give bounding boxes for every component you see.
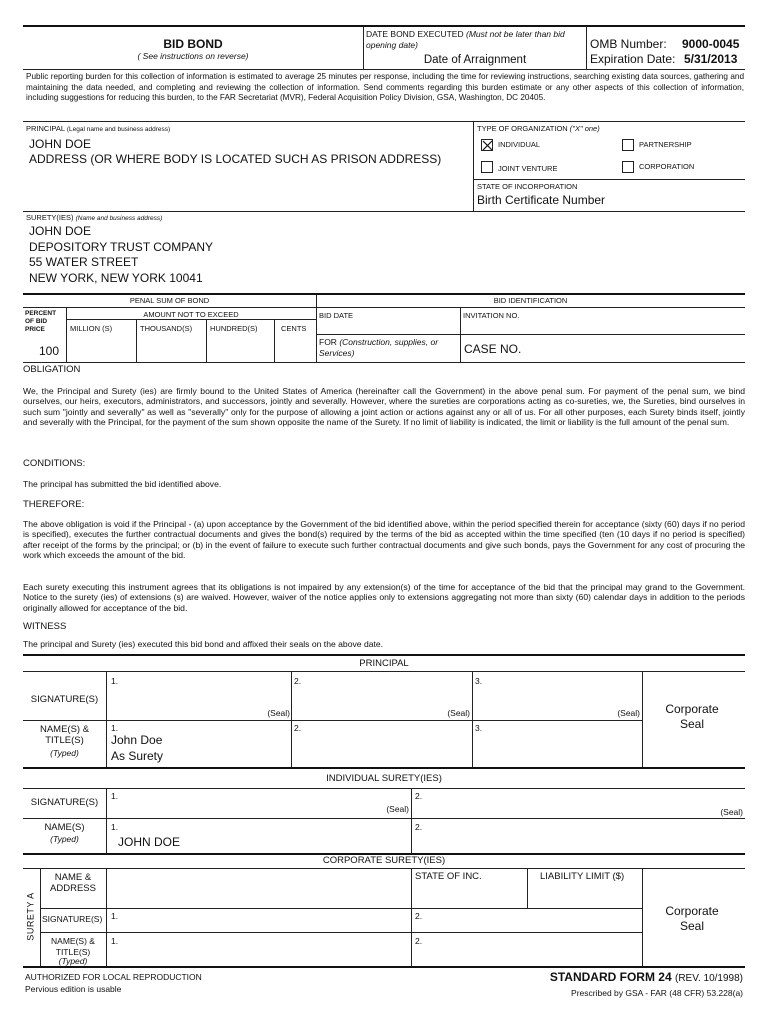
principal-sig-2-number: 2. bbox=[294, 676, 302, 686]
sureties-label: SURETY(IES) (Name and business address) bbox=[26, 213, 163, 222]
principal-typed-note: (Typed) bbox=[50, 748, 79, 758]
partnership-option-label: PARTNERSHIP bbox=[639, 140, 692, 149]
invitation-no-label: INVITATION NO. bbox=[463, 311, 520, 320]
state-incorporation-label: STATE OF INCORPORATION bbox=[477, 182, 578, 191]
surety-line-3[interactable]: 55 WATER STREET bbox=[29, 255, 139, 269]
expiration-date: 5/31/2013 bbox=[684, 52, 738, 66]
principal-name-value[interactable]: John Doe bbox=[111, 733, 163, 747]
individual-signature-1-field[interactable] bbox=[120, 792, 380, 814]
form-title: BID BOND bbox=[163, 37, 223, 51]
thousands-label: THOUSAND(S) bbox=[140, 324, 193, 333]
principal-signature-1-field[interactable] bbox=[111, 687, 286, 705]
principal-name-3-number: 3. bbox=[475, 723, 483, 733]
form-subtitle: ( See instructions on reverse) bbox=[137, 51, 249, 61]
extension-text: Each surety executing this instrument agrees that its obligations is not impaired by any extension(s) of the time for acceptance of the bid that the principal may grand to the Government. Notice to the surety (ies) of extensions (s) are waived. However, waiver of the notice applies only to extensions aggregating not more than sixty (60) calendar days in addition to the periods originally allowed for acceptance of the bid. bbox=[23, 582, 745, 613]
principal-label: PRINCIPAL (Legal name and business address) bbox=[26, 124, 171, 133]
corporate-name-title-label: NAME(S) & TITLE(S) bbox=[51, 936, 95, 957]
principal-address[interactable]: ADDRESS (OR WHERE BODY IS LOCATED SUCH AS PRISON ADDRESS) bbox=[29, 152, 442, 166]
case-number-field[interactable]: CASE NO. bbox=[464, 342, 522, 356]
therefore-heading: THEREFORE: bbox=[23, 499, 85, 510]
individual-name-2-number: 2. bbox=[415, 822, 423, 832]
principal-signature-3-field[interactable] bbox=[475, 687, 637, 705]
principal-corporate-seal: Corporate Seal bbox=[665, 702, 719, 731]
individual-name-1-number: 1. bbox=[111, 822, 119, 832]
individual-signature-2-field[interactable] bbox=[424, 792, 704, 814]
standard-form-id: STANDARD FORM 24 (REV. 10/1998) bbox=[549, 970, 743, 984]
witness-text: The principal and Surety (ies) executed this bid bond and affixed their seals on the above date. bbox=[23, 639, 384, 649]
principal-signature-2-field[interactable] bbox=[294, 687, 466, 705]
individual-surety-title: INDIVIDUAL SURETY(IES) bbox=[326, 773, 442, 784]
corporate-sig-1-number: 1. bbox=[111, 911, 119, 921]
corporate-liability-label: LIABILITY LIMIT ($) bbox=[540, 871, 625, 882]
principal-seal-3: (Seal) bbox=[617, 708, 640, 718]
millions-label: MILLION (S) bbox=[70, 324, 113, 333]
corporate-surety-title: CORPORATE SURETY(IES) bbox=[322, 855, 446, 866]
corporate-name-2-number: 2. bbox=[415, 936, 423, 946]
individual-seal-1: (Seal) bbox=[386, 804, 409, 814]
principal-seal-1: (Seal) bbox=[267, 708, 290, 718]
omb-label: OMB Number: bbox=[590, 37, 667, 51]
corporate-typed-note: (Typed) bbox=[58, 956, 88, 966]
corporate-signature-label: SIGNATURE(S) bbox=[42, 914, 103, 924]
individual-signature-label: SIGNATURE(S) bbox=[30, 797, 99, 808]
authorized-reproduction: AUTHORIZED FOR LOCAL REPRODUCTION bbox=[25, 972, 202, 982]
obligation-text: We, the Principal and Surety (ies) are firmly bound to the United States of America (hereinafter call the Government) in the above penal sum. For payment of the penal sum, we bind ourselves, our heirs, executors, administrators, and successors, jointly and severally. However, where the sureties are corporations acting as co-sureties, we, the Sureties, bind ourselves in such sum "jointly and severally" as well as "severally" only for the purpose of allowing a joint action or actions against any or all of us. For all other purposes, each Surety binds itself, jointly and severally with the Principal, for the payment of the sum shown opposite the name of the Surety. If no limit of liability is indicated, the limit or liability is the full amount of the penal sum. bbox=[23, 386, 745, 428]
joint-venture-checkbox[interactable] bbox=[481, 161, 493, 173]
for-label: FOR (Construction, supplies, or Services) bbox=[319, 337, 439, 358]
witness-heading: WITNESS bbox=[23, 621, 67, 632]
principal-seal-2: (Seal) bbox=[447, 708, 470, 718]
amount-not-exceed-label: AMOUNT NOT TO EXCEED bbox=[143, 310, 239, 319]
corporation-option-label: CORPORATION bbox=[639, 162, 695, 171]
omb-number: 9000-0045 bbox=[682, 37, 740, 51]
principal-name[interactable]: JOHN DOE bbox=[29, 137, 92, 151]
conditions-text: The principal has submitted the bid identified above. bbox=[23, 479, 222, 489]
individual-checkbox[interactable] bbox=[481, 139, 493, 151]
bid-identification-title: BID IDENTIFICATION bbox=[493, 296, 568, 305]
corporation-checkbox[interactable] bbox=[622, 161, 634, 173]
corporate-sig-2-number: 2. bbox=[415, 911, 423, 921]
surety-line-2[interactable]: DEPOSITORY TRUST COMPANY bbox=[29, 240, 214, 254]
corporate-state-label: STATE OF INC. bbox=[415, 871, 482, 882]
previous-edition-note: Pervious edition is usable bbox=[25, 984, 122, 994]
obligation-heading: OBLIGATION bbox=[23, 364, 81, 375]
percent-bid-price-label: PERCENT OF BID PRICE bbox=[25, 310, 57, 333]
expiration-label: Expiration Date: bbox=[590, 52, 676, 66]
individual-typed-note: (Typed) bbox=[50, 834, 79, 844]
surety-line-4[interactable]: NEW YORK, NEW YORK 10041 bbox=[29, 271, 203, 285]
prescribed-by: Prescribed by GSA - FAR (48 CFR) 53.228(a) bbox=[571, 988, 743, 998]
principal-title-value[interactable]: As Surety bbox=[111, 749, 164, 763]
principal-table-title: PRINCIPAL bbox=[359, 658, 409, 669]
date-executed-field[interactable]: Date of Arraignment bbox=[423, 54, 527, 66]
corporate-name-1-number: 1. bbox=[111, 936, 119, 946]
check-x-icon bbox=[482, 140, 494, 152]
percent-bid-price-value[interactable]: 100 bbox=[39, 344, 60, 358]
date-executed-label: DATE BOND EXECUTED (Must not be later than bid opening date) bbox=[366, 29, 565, 50]
therefore-text: The above obligation is void if the Principal - (a) upon acceptance by the Government of the bid identified above, within the period specified therein for acceptance (sixty (60) days if no period is specified), executes the further contractual documents and gives the bond(s) required by the terms of the bid as accepted within the time specified (ten (10 days if no period is specified) after receipt of the forms by the principal; or (b) in the event of failure to execute such further contractual documents and give such bonds, pays the Government for any cost of procuring the work which exceeds the amount of the bid. bbox=[23, 519, 745, 561]
penal-sum-title: PENAL SUM OF BOND bbox=[129, 296, 210, 305]
principal-sig-1-number: 1. bbox=[111, 676, 119, 686]
individual-option-label: INDIVIDUAL bbox=[498, 140, 541, 149]
principal-name-1-number: 1. bbox=[111, 723, 119, 733]
individual-name-label: NAME(S) bbox=[44, 822, 85, 833]
principal-sig-3-number: 3. bbox=[475, 676, 483, 686]
state-incorporation-value[interactable]: Birth Certificate Number bbox=[477, 193, 606, 207]
individual-sig-1-number: 1. bbox=[111, 791, 119, 801]
principal-signature-label: SIGNATURE(S) bbox=[30, 694, 99, 705]
individual-seal-2: (Seal) bbox=[720, 807, 743, 817]
individual-name-value[interactable]: JOHN DOE bbox=[118, 835, 181, 849]
conditions-heading: CONDITIONS: bbox=[23, 458, 86, 469]
surety-line-1[interactable]: JOHN DOE bbox=[29, 224, 92, 238]
individual-sig-2-number: 2. bbox=[415, 791, 423, 801]
hundreds-label: HUNDRED(S) bbox=[210, 324, 258, 333]
principal-name-title-label: NAME(S) & TITLE(S) bbox=[39, 724, 90, 746]
principal-name-2-number: 2. bbox=[294, 723, 302, 733]
cents-label: CENTS bbox=[281, 324, 307, 333]
corporate-name-address-label: NAME & ADDRESS bbox=[50, 872, 96, 894]
burden-statement: Public reporting burden for this collection of information is estimated to average 25 minutes per response, including the time for reviewing instructions, searching existing data sources, gathering and maintaining the data needed, and completing and reviewing the collection of information. Send comments regarding this burden estimate or any other aspects of this collection of information, including suggestions for reducing this burden, to the FAR Secretariat (MVR), Federal Acquisition Policy Division, GSA, Washington, DC 20405. bbox=[26, 72, 744, 102]
corporate-name-address-field[interactable] bbox=[110, 871, 406, 906]
partnership-checkbox[interactable] bbox=[622, 139, 634, 151]
joint-venture-option-label: JOINT VENTURE bbox=[498, 164, 558, 173]
corporate-seal: Corporate Seal bbox=[665, 904, 719, 933]
bid-date-label: BID DATE bbox=[319, 311, 354, 320]
organization-label: TYPE OF ORGANIZATION ("X" one) bbox=[477, 124, 600, 133]
